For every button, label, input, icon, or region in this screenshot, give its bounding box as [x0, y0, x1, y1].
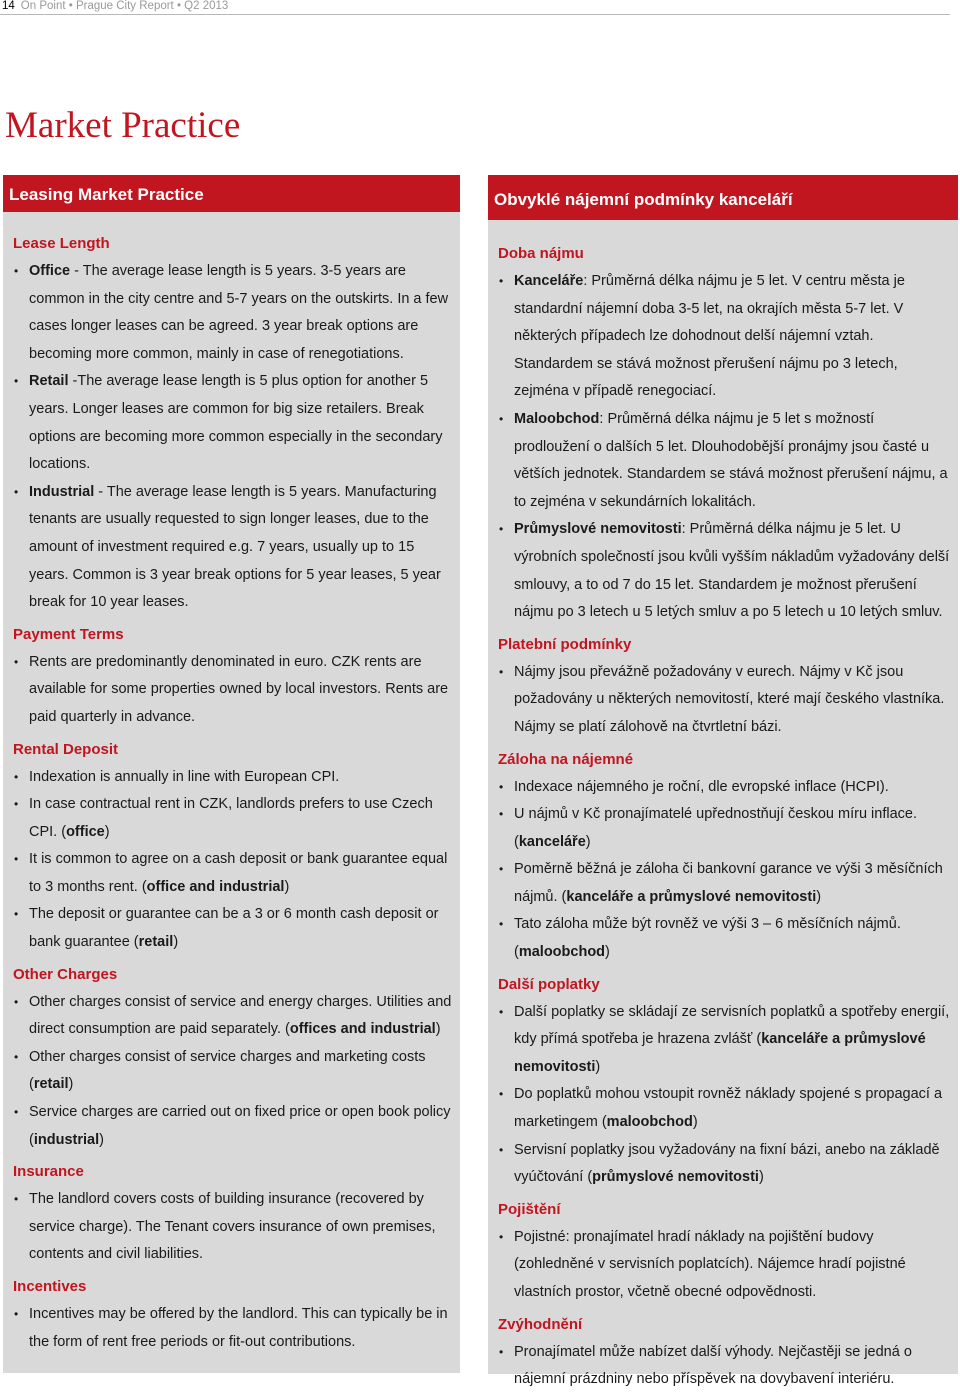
- item-text: Pronajímatel může nabízet další výhody. Nejčastěji se jedná o nájemní prázdniny nebo příspěvek na dovybavení interiéru.: [514, 1343, 912, 1388]
- item-text: ): [99, 1131, 104, 1148]
- item-text: : Průměrná délka nájmu je 5 let. V centru města je standardní nájemní doba 3-5 let, na okrajích města 5-7 let. V některých případech lze dohodnout delší nájemní vztah. Standardem se stává možnost přerušení nájmu po 3 letech, zejména v případě renegociací.: [514, 273, 905, 400]
- bullet-icon: •: [499, 1344, 504, 1359]
- item-text: ): [595, 1058, 601, 1075]
- section-title: Insurance: [13, 1163, 84, 1181]
- bullet-icon: •: [499, 522, 504, 537]
- bullet-icon: •: [14, 374, 19, 389]
- bullet-icon: •: [499, 411, 504, 426]
- list-item: [3, 846, 460, 901]
- item-text: ): [284, 878, 290, 895]
- item-text: Other charges consist of service charges and marketing costs (: [29, 1048, 426, 1093]
- emphasis-text: kanceláře a průmyslové nemovitosti: [514, 1031, 926, 1075]
- list-item: [3, 649, 460, 732]
- bullet-icon: •: [499, 664, 504, 679]
- item-text: ): [816, 888, 822, 905]
- emphasis-text: Kanceláře: [514, 273, 584, 289]
- section-title: Pojištění: [498, 1200, 561, 1218]
- item-text: - The average lease length is 5 years. 3-5 years are common in the city centre and 5-7 years on the outskirts. In a few cases longer leases can be agreed. 3 year break options are becoming more common, mainly in case of renegotiations.: [29, 263, 449, 362]
- bullet-icon: •: [499, 1229, 504, 1244]
- section-title: Další poplatky: [498, 975, 600, 993]
- item-text: Tato záloha může být rovněž ve výši 3 – 6 měsíčních nájmů. (: [514, 916, 901, 961]
- bullet-icon: •: [14, 1192, 19, 1207]
- item-text: : Průměrná délka nájmu je 5 let s možností prodloužení o dalších 5 let. Dlouhodobější pronájmy jsou časté u větších jednotek. Standardem se stává možnost přerušení nájmu, a to zejména v sekundárních lokalitách.: [514, 410, 948, 510]
- section-title: Záloha na nájemné: [498, 750, 634, 768]
- emphasis-text: offices and industrial: [289, 1021, 436, 1038]
- running-title: On Point • Prague City Report • Q2 2013: [20, 0, 229, 12]
- item-text: Service charges are carried out on fixed price or open book policy (: [29, 1104, 451, 1148]
- list-item: [488, 516, 958, 626]
- emphasis-text: průmyslové nemovitosti: [592, 1169, 759, 1186]
- bullet-list: [3, 649, 460, 732]
- item-text: ): [104, 823, 110, 840]
- running-header: [0, 0, 950, 15]
- list-item: [3, 901, 460, 956]
- section: [488, 1198, 958, 1307]
- item-text: Do poplatků mohou vstoupit rovněž náklady spojené s propagací a marketingem (: [514, 1086, 943, 1131]
- bullet-list: [488, 268, 958, 627]
- panel-heading: Leasing Market Practice: [3, 175, 460, 212]
- bullet-icon: •: [499, 274, 504, 288]
- section-title: Platební podmínky: [498, 635, 632, 653]
- item-text: : Průměrná délka nájmu je 5 let. U výrobních společností jsou kvůli vyšším nákladům vyžadovány delší smlouvy, a to od 7 do 15 let. Standardem je možnost přerušení nájmu po 3 letech u 5 letých smluv a po 5 letech u 10 letých smluv.: [514, 521, 950, 621]
- page-title: Market Practice: [5, 105, 241, 146]
- item-text: Další poplatky se skládají ze servisních poplatků a spotřeby energií, kdy přímá spotřeba je hrazena zvlášť (: [514, 1003, 950, 1048]
- bullet-icon: •: [499, 1142, 504, 1157]
- list-item: [488, 1137, 958, 1192]
- emphasis-text: retail: [138, 934, 174, 951]
- emphasis-text: kanceláře a průmyslové nemovitosti: [566, 888, 817, 905]
- item-text: ): [758, 1169, 764, 1186]
- bullet-list: [488, 774, 958, 967]
- bullet-icon: •: [14, 264, 19, 278]
- emphasis-text: Maloobchod: [514, 410, 600, 427]
- bullet-icon: •: [14, 797, 19, 812]
- section: [3, 1275, 460, 1356]
- emphasis-text: office and industrial: [146, 878, 285, 895]
- bullet-list: [488, 1224, 958, 1307]
- list-item: [3, 764, 460, 792]
- section-title: Lease Length: [13, 235, 110, 252]
- bullet-list: [3, 1186, 460, 1269]
- list-item: [488, 1224, 958, 1307]
- emphasis-text: Průmyslové nemovitosti: [514, 521, 682, 538]
- bullet-icon: •: [499, 779, 504, 794]
- section: [3, 232, 460, 617]
- emphasis-text: Industrial: [29, 483, 95, 500]
- emphasis-text: industrial: [33, 1131, 100, 1148]
- list-item: [488, 1339, 958, 1394]
- section: [3, 738, 460, 957]
- list-item: [488, 801, 958, 856]
- item-text: ): [585, 833, 591, 850]
- list-item: [3, 989, 460, 1044]
- emphasis-text: maloobchod: [518, 944, 606, 961]
- leasing-market-practice-panel: [3, 175, 460, 1373]
- section: [488, 748, 958, 967]
- list-item: [488, 999, 958, 1082]
- list-item: [488, 911, 958, 966]
- bullet-list: [488, 1339, 958, 1394]
- item-text: Other charges consist of service and energy charges. Utilities and direct consumption are paid separately. (: [29, 993, 452, 1038]
- bullet-icon: •: [499, 1087, 504, 1102]
- item-text: Nájmy jsou převážně požadovány v eurech. Nájmy v Kč jsou požadovány u některých nemovitostí, které mají českého vlastníka. Nájmy se platí zálohově na čtvrtletní bázi.: [514, 663, 945, 735]
- item-text: The deposit or guarantee can be a 3 or 6 month cash deposit or bank guarantee (: [29, 906, 439, 951]
- panel-body: [488, 242, 958, 1400]
- item-text: ): [692, 1114, 698, 1131]
- item-text: - The average lease length is 5 years. Manufacturing tenants are usually requested to sign longer leases, due to the amount of investment required e.g. 7 years, usually up to 15 years. Common is 3 year break options for 5 year leases, 5 year break for 10 year leases.: [29, 483, 441, 611]
- item-text: In case contractual rent in CZK, landlords prefers to use Czech CPI. (: [29, 796, 433, 840]
- page-number: 14: [2, 0, 15, 12]
- bullet-icon: •: [499, 1004, 504, 1019]
- panel-body: [3, 232, 460, 1362]
- emphasis-text: office: [66, 823, 105, 840]
- office-lease-terms-panel: [488, 175, 958, 1388]
- emphasis-text: maloobchod: [606, 1114, 693, 1131]
- section: [488, 633, 958, 742]
- emphasis-text: retail: [33, 1076, 69, 1093]
- item-text: ): [68, 1076, 74, 1093]
- section-title: Zvýhodnění: [498, 1315, 583, 1333]
- item-text: Rents are predominantly denominated in euro. CZK rents are available for some properties owned by local investors. Rents are paid quarterly in advance.: [29, 653, 449, 725]
- section-title: Incentives: [13, 1278, 87, 1295]
- item-text: Pojistné: pronajímatel hradí náklady na pojištění budovy (zohledněné v servisních poplatcích). Nájemce hradí pojistné vlastních prostor, včetně obecné odpovědnosti.: [514, 1228, 906, 1300]
- list-item: [3, 1044, 460, 1099]
- list-item: [488, 406, 958, 516]
- item-text: Incentives may be offered by the landlord. This can typically be in the form of rent free periods or fit-out contributions.: [29, 1306, 448, 1350]
- emphasis-text: Office: [29, 263, 71, 279]
- bullet-list: [3, 1301, 460, 1356]
- item-text: Poměrně běžná je záloha či bankovní garance ve výši 3 měsíčních nájmů. (: [514, 861, 943, 905]
- bullet-icon: •: [14, 1105, 19, 1120]
- bullet-icon: •: [499, 862, 504, 877]
- section: [3, 623, 460, 732]
- bullet-list: [3, 764, 460, 957]
- list-item: [3, 1186, 460, 1269]
- bullet-icon: •: [499, 807, 504, 822]
- list-item: [3, 1099, 460, 1154]
- bullet-list: [3, 989, 460, 1155]
- item-text: It is common to agree on a cash deposit or bank guarantee equal to 3 months rent. (: [29, 851, 448, 895]
- list-item: [488, 1081, 958, 1136]
- item-text: ): [173, 934, 179, 951]
- item-text: Servisní poplatky jsou vyžadovány na fixní bázi, anebo na základě vyúčtování (: [514, 1141, 940, 1186]
- bullet-icon: •: [14, 907, 19, 922]
- section-title: Other Charges: [13, 965, 118, 983]
- section: [3, 963, 460, 1155]
- list-item: [3, 1301, 460, 1356]
- section-title: Doba nájmu: [498, 245, 584, 262]
- section: [3, 1160, 460, 1269]
- section: [488, 242, 958, 627]
- bullet-icon: •: [14, 1307, 19, 1321]
- bullet-icon: •: [14, 994, 19, 1009]
- list-item: [3, 368, 460, 478]
- bullet-icon: •: [14, 484, 19, 499]
- bullet-icon: •: [14, 769, 19, 784]
- list-item: [488, 659, 958, 742]
- emphasis-text: kanceláře: [518, 833, 586, 850]
- item-text: The landlord covers costs of building insurance (recovered by service charge). The Tenant covers insurance of own premises, contents and civil liabilities.: [29, 1191, 436, 1263]
- bullet-icon: •: [14, 852, 19, 867]
- item-text: ): [605, 944, 610, 961]
- section: [488, 973, 958, 1192]
- section-title: Payment Terms: [13, 625, 124, 643]
- bullet-icon: •: [14, 654, 19, 669]
- item-text: -The average lease length is 5 plus option for another 5 years. Longer leases are common for big size retailers. Break options are becoming more common especially in the secondary locations.: [29, 373, 443, 473]
- list-item: [488, 774, 958, 802]
- list-item: [3, 479, 460, 617]
- list-item: [488, 856, 958, 911]
- section: [488, 1313, 958, 1394]
- item-text: Indexation is annually in line with European CPI.: [29, 768, 340, 785]
- emphasis-text: Retail: [29, 373, 69, 390]
- bullet-list: [3, 258, 460, 617]
- bullet-list: [488, 659, 958, 742]
- item-text: U nájmů v Kč pronajímatelé upřednostňují českou míru inflace. (: [514, 806, 917, 850]
- bullet-icon: •: [14, 1049, 19, 1064]
- bullet-list: [488, 999, 958, 1192]
- section-title: Rental Deposit: [13, 740, 119, 758]
- item-text: Indexace nájemného je roční, dle evropské inflace (HCPI).: [514, 778, 889, 795]
- list-item: [488, 268, 958, 406]
- panel-heading: Obvyklé nájemní podmínky kanceláří: [488, 175, 958, 220]
- list-item: [3, 258, 460, 368]
- bullet-icon: •: [499, 917, 504, 932]
- item-text: ): [435, 1021, 441, 1038]
- list-item: [3, 791, 460, 846]
